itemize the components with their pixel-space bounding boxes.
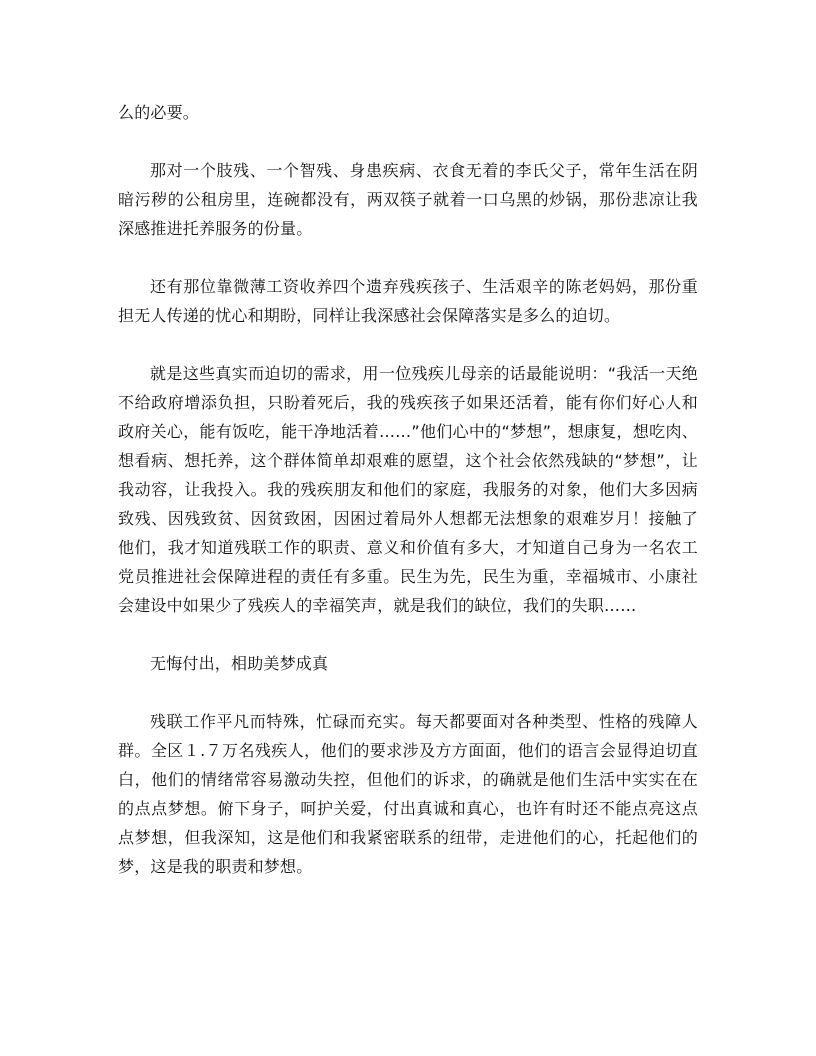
- document-body: [118, 98, 698, 910]
- paragraph-chen-mother: 还有那位靠微薄工资收养四个遗弃残疾孩子、生活艰辛的陈老妈妈，那份重担无人传递的忧心和期盼，同样让我深感社会保障落实是多么的迫切。: [118, 277, 698, 325]
- paragraph-li-family: 那对一个肢残、一个智残、身患疾病、衣食无着的李氏父子，常年生活在阴暗污秽的公租房里，连碗都没有，两双筷子就着一口乌黑的炒锅，那份悲凉让我深感推进托养服务的份量。: [118, 161, 698, 238]
- section-heading: 无悔付出，相助美梦成真: [150, 654, 329, 673]
- paragraph-continuation: 么的必要。: [118, 103, 200, 122]
- paragraph-urgent-needs: 就是这些真实而迫切的需求，用一位残疾儿母亲的话最能说明：“我活一天绝不给政府增添负担，只盼着死后，我的残疾孩子如果还活着，能有你们好心人和政府关心，能有饭吃，能干净地活着……”他们心中的“梦想”，想康复，想吃肉、想看病、想托养，这个群体简单却艰难的愿望，这个社会依然残缺的“梦想”，让我动容，让我投入。我的残疾朋友和他们的家庭，我服务的对象，他们大多因病致残、因残致贫、因贫致困，因困过着局外人想都无法想象的艰难岁月！接触了他们，我才知道残联工作的职责、意义和价值有多大，才知道自己身为一名农工党员推进社会保障进程的责任有多重。民生为先，民生为重，幸福城市、小康社会建设中如果少了残疾人的幸福笑声，就是我们的缺位，我们的失职……: [118, 364, 698, 615]
- paragraph-federation-work: 残联工作平凡而特殊，忙碌而充实。每天都要面对各种类型、性格的残障人群。全区１.７万名残疾人，他们的要求涉及方方面面，他们的语言会显得迫切直白，他们的情绪常容易激动失控，但他们的诉求，的确就是他们生活中实实在在的点点梦想。俯下身子，呵护关爱，付出真诚和真心，也许有时还不能点亮这点点梦想，但我深知，这是他们和我紧密联系的纽带，走进他们的心，托起他们的梦，这是我的职责和梦想。: [118, 712, 698, 876]
